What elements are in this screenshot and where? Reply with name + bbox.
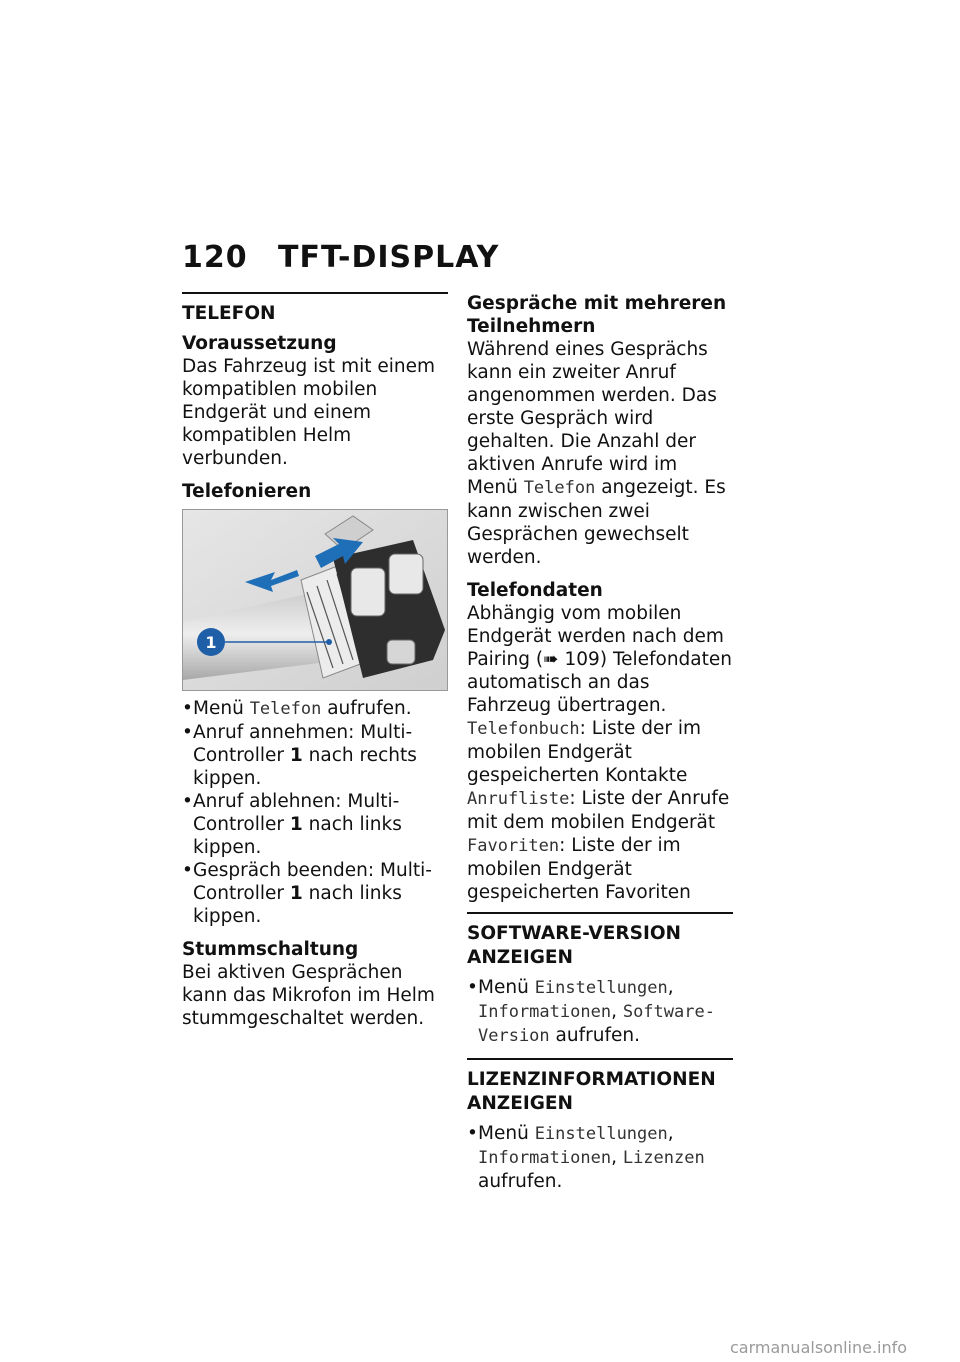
menu-term: Telefon <box>249 699 322 719</box>
page-header <box>182 240 499 275</box>
handlebar-illustration <box>183 510 447 690</box>
handlebar-figure <box>182 509 448 691</box>
phone-data-text: Abhängig vom mobilen Endgerät werden nach dem Pairing (➠ 109) Telefondaten automatisch an das Fahrzeug übertragen. <box>467 603 732 716</box>
menu-term: Telefon <box>523 478 596 498</box>
calllist-def: Anrufliste: Liste der Anrufe mit dem mobilen Endgerät <box>467 788 730 833</box>
prereq-heading: Voraussetzung <box>182 333 337 354</box>
multi-call-heading: Gespräche mit mehreren Teilnehmern <box>467 293 727 337</box>
list-item: • Anruf annehmen: Multi-Controller 1 nach rechts kippen. <box>182 721 448 790</box>
prereq-text: Das Fahrzeug ist mit einem kompatiblen mobilen Endgerät und einem kompatiblen Helm verbunden. <box>182 356 436 469</box>
page-ref-arrow-icon: ➠ <box>543 649 559 670</box>
page-number: 120 <box>182 240 248 275</box>
watermark-text: carmanualsonline.info <box>730 1338 908 1357</box>
favorites-def: Favoriten: Liste der im mobilen Endgerät gespeicherten Favoriten <box>467 835 691 903</box>
section-rule <box>467 1058 733 1060</box>
section-title-licenses: LIZENZINFORMATIONEN ANZEIGEN <box>467 1069 716 1114</box>
section-title-software: SOFTWARE-VERSION ANZEIGEN <box>467 923 682 968</box>
housing-button-3 <box>387 640 415 664</box>
calling-heading: Telefonieren <box>182 481 312 502</box>
list-item: • Menü Telefon aufrufen. <box>182 697 448 721</box>
license-steps-list <box>467 1122 733 1193</box>
phone-data-heading: Telefondaten <box>467 580 603 601</box>
right-column <box>467 292 733 1203</box>
chapter-title: TFT-DISPLAY <box>278 240 500 275</box>
multi-call-text: Während eines Gesprächs kann ein zweiter Anruf angenommen werden. Das erste Gespräch wird gehalten. Die Anzahl der aktiven Anrufe wird im Menü Telefon angezeigt. Es kann zwischen zwei Gesprächen gewechselt werden. <box>467 339 726 568</box>
housing-button-2 <box>389 554 423 594</box>
callout-label: 1 <box>205 633 217 652</box>
list-item: • Menü Einstellungen, Informationen, Software-Version aufrufen. <box>467 976 733 1048</box>
mute-text: Bei aktiven Gesprächen kann das Mikrofon im Helm stummgeschaltet werden. <box>182 962 435 1029</box>
list-item: • Menü Einstellungen, Informationen, Lizenzen aufrufen. <box>467 1122 733 1193</box>
section-title-telefon: TELEFON <box>182 303 276 324</box>
page-ref: 109 <box>558 649 600 670</box>
phonebook-def: Telefonbuch: Liste der im mobilen Endgerät gespeicherten Kontakte <box>467 718 702 786</box>
list-item: • Anruf ablehnen: Multi-Controller 1 nach links kippen. <box>182 790 448 859</box>
calling-steps-list <box>182 697 448 928</box>
section-rule <box>182 292 448 294</box>
list-item: • Gespräch beenden: Multi-Controller 1 nach links kippen. <box>182 859 448 928</box>
mute-heading: Stummschaltung <box>182 939 359 960</box>
software-steps-list <box>467 976 733 1048</box>
section-rule <box>467 912 733 914</box>
housing-button-1 <box>351 568 385 616</box>
left-column <box>182 292 448 1040</box>
